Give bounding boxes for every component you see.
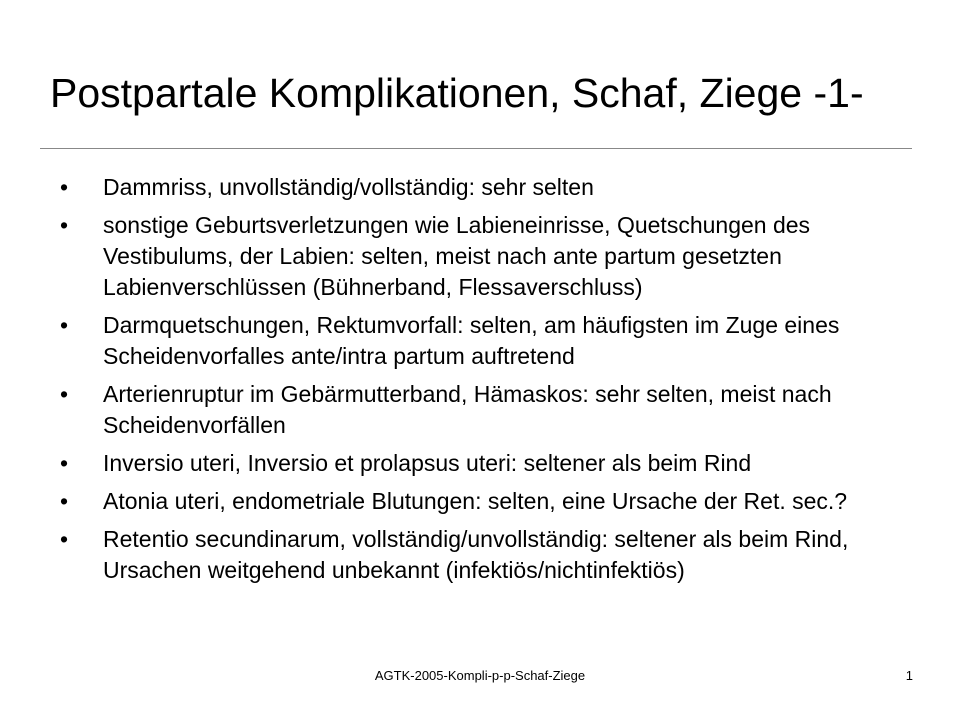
- slide-title: Postpartale Komplikationen, Schaf, Ziege -1-: [50, 70, 864, 116]
- bullet-text: Atonia uteri, endometriale Blutungen: selten, eine Ursache der Ret. sec.?: [103, 488, 848, 514]
- bullet-marker: •: [60, 488, 69, 514]
- bullet-marker: •: [60, 526, 69, 552]
- bullet-text: Dammriss, unvollständig/vollständig: sehr selten: [103, 174, 594, 200]
- bullet-item: [60, 486, 920, 517]
- bullet-item: [60, 210, 920, 303]
- bullet-text: Retentio secundinarum, vollständig/unvollständig: seltener als beim Rind, Ursachen weitgehend unbekannt (infektiös/nichtinfektiös): [103, 526, 849, 583]
- slide-footer: AGTK-2005-Kompli-p-p-Schaf-Ziege: [374, 668, 586, 683]
- bullet-item: [60, 379, 920, 441]
- bullet-text: Darmquetschungen, Rektumvorfall: selten, am häufigsten im Zuge eines Scheidenvorfalles ante/intra partum auftretend: [103, 312, 840, 369]
- page-number: 1: [905, 668, 913, 683]
- bullet-item: [60, 172, 920, 203]
- bullet-marker: •: [60, 312, 69, 338]
- bullet-item: [60, 524, 920, 586]
- title-divider: [40, 148, 912, 149]
- bullet-item: [60, 448, 920, 479]
- bullet-marker: •: [60, 174, 69, 200]
- bullet-text: Inversio uteri, Inversio et prolapsus uteri: seltener als beim Rind: [103, 450, 752, 476]
- bullet-marker: •: [60, 212, 69, 238]
- bullet-item: [60, 310, 920, 372]
- bullet-marker: •: [60, 381, 69, 407]
- bullet-text: Arterienruptur im Gebärmutterband, Hämaskos: sehr selten, meist nach Scheidenvorfällen: [103, 381, 832, 438]
- bullet-text: sonstige Geburtsverletzungen wie Labieneinrisse, Quetschungen des Vestibulums, der Labien: selten, meist nach ante partum gesetzten Labienverschlüssen (Bühnerband, Flessaverschluss): [103, 212, 811, 300]
- bullet-list: [60, 172, 920, 593]
- bullet-marker: •: [60, 450, 69, 476]
